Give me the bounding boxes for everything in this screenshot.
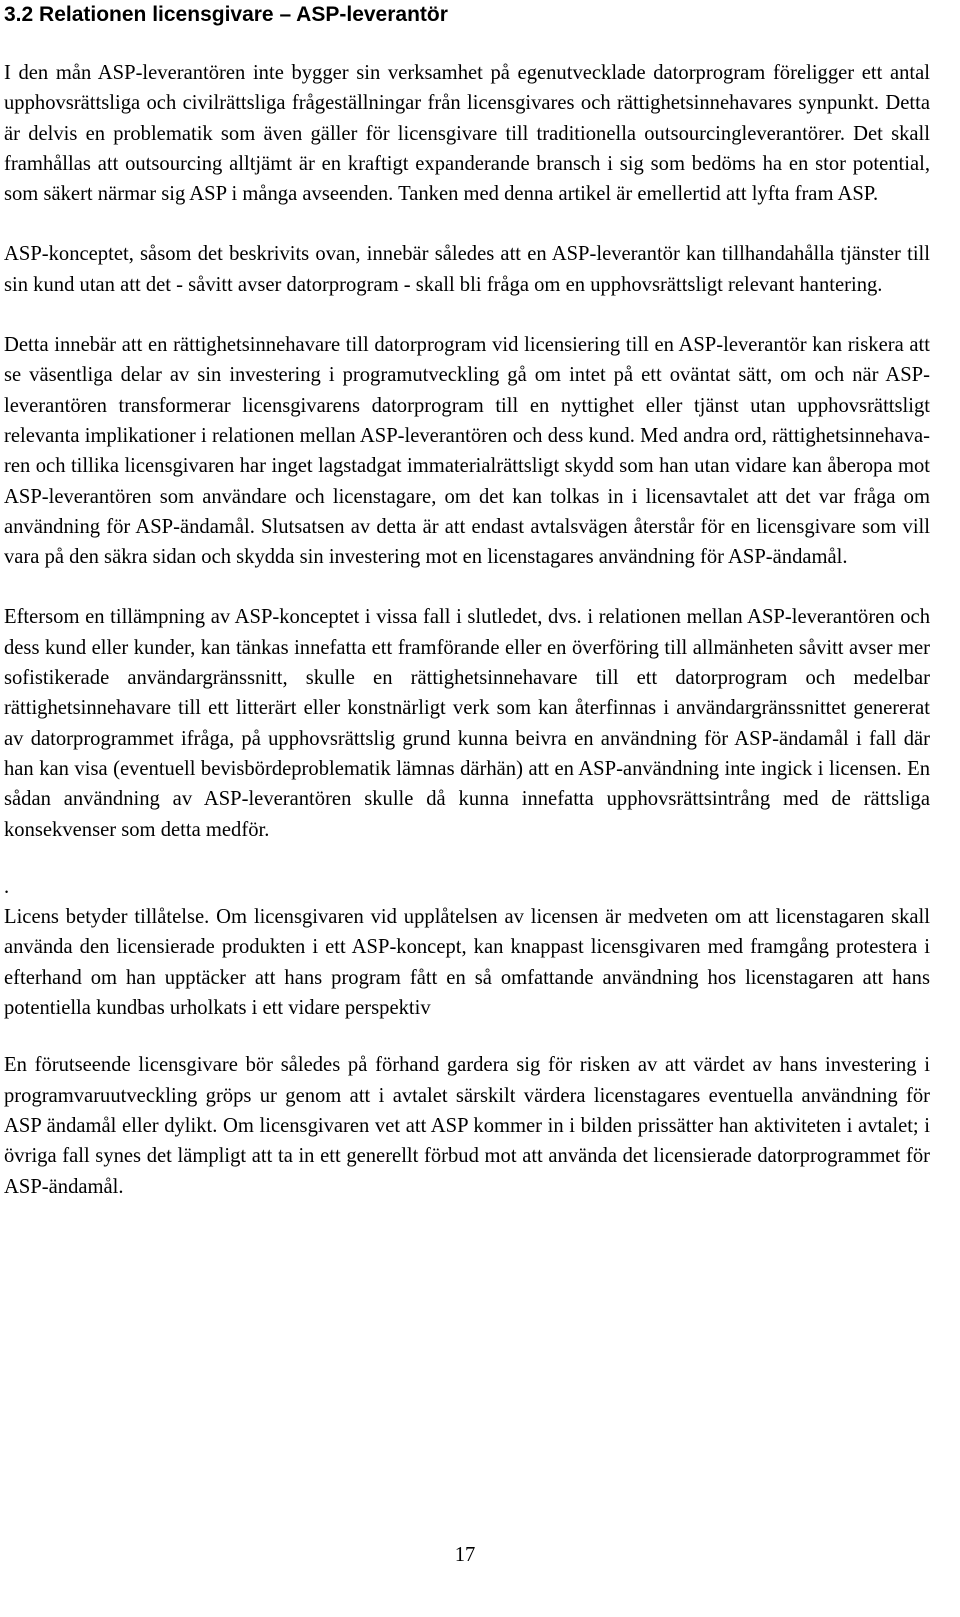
page-number: 17 — [454, 1544, 476, 1566]
paragraph-1: I den mån ASP-leverantören inte bygger sin verksamhet på egenutvecklade datorprogram föreligger ett antal upphovsrättsliga och civilrättsliga frågeställningar från licensgivares och rättighetsinnehavares synpunkt. Detta är delvis en problematik som även gäller för licensgivare till traditionella outsourcingleverantörer. Det skall framhållas att outsourcing alltjämt är en kraftigt expanderande bransch i sig som bedöms ha en stor potential, som säkert närmar sig ASP i många avseenden. Tanken med denna artikel är emellertid att lyfta fram ASP. — [4, 62, 930, 206]
paragraph-5: . Licens betyder tillåtelse. Om licensgivaren vid upplåtelsen av licensen är medveten om att licenstagaren skall använda den licensierade produkten i ett ASP-koncept, kan knappast licensgivaren med framgång protestera i efterhand om han upptäcker att hans program fått en så omfattande användning hos licenstagaren att hans potentiella kundbas urholkats i ett vidare perspektiv — [4, 875, 930, 1020]
paragraph-2: ASP-konceptet, såsom det beskrivits ovan, innebär således att en ASP-leverantör kan tillhandahålla tjänster till sin kund utan att det - såvitt avser datorprogram - skall bli fråga om en upphovsrättsligt relevant hantering. — [4, 243, 930, 296]
paragraph-6: En förutseende licensgivare bör således på förhand gardera sig för risken av att värdet av hans investering i programvaruutveckling gröps ur genom att i avtalet särskilt värdera licenstagares eventuella användning för ASP ändamål eller dylikt. Om licensgivaren vet att ASP kommer in i bilden prissätter han aktiviteten i avtalet; i övriga fall synes det lämpligt att ta in ett generellt förbud mot att använda det licensierade datorprogrammet för ASP-ändamål. — [4, 1054, 930, 1198]
paragraph-3: Detta innebär att en rättighetsinnehavare till datorprogram vid licensiering till en ASP-leverantör kan riskera att se väsentliga delar av sin investering i programutveckling gå om intet på ett oväntat sätt, om och när ASP-leverantören transformerar licensgivarens datorprogram till en nyttighet eller tjänst utan upphovsrättsligt relevanta implikationer i relationen mellan ASP-leverantören och dess kund. Med andra ord, rättighetsinnehava-ren och tillika licensgivaren har inget lagstadgat immaterialrättsligt skydd som han utan vidare kan åberopa mot ASP-leverantören som användare och licenstagare, om det kan tolkas in i licensavtalet att det var fråga om användning för ASP-ändamål. Slutsatsen av detta är att endast avtalsvägen återstår för en licensgivare som vill vara på den säkra sidan och skydda sin investering mot en licenstagares användning för ASP-ändamål. — [4, 334, 930, 569]
document-page — [4, 0, 930, 1202]
section-heading: 3.2 Relationen licensgivare – ASP-leverantör — [4, 3, 448, 26]
paragraph-4: Eftersom en tillämpning av ASP-konceptet i vissa fall i slutledet, dvs. i relationen mellan ASP-leverantören och dess kund eller kunder, kan tänkas innefatta ett framförande eller en överföring till allmänheten såvitt avser mer sofistikerade användargränssnitt, skulle en rättighetsinnehavare till ett datorprogram och medelbar rättighetsinnehavare till ett litterärt eller konstnärligt verk som kan återfinnas i användargränssnittet genererat av datorprogrammet ifråga, på upphovsrättslig grund kunna beivra en användning för ASP-ändamål i fall där han kan visa (eventuell bevisbördeproblematik lämnas därhän) att en ASP-användning inte ingick i licensen. En sådan användning av ASP-leverantören skulle då kunna innefatta upphovsrättsintrång med de rättsliga konsekvenser som detta medför. — [4, 606, 930, 841]
